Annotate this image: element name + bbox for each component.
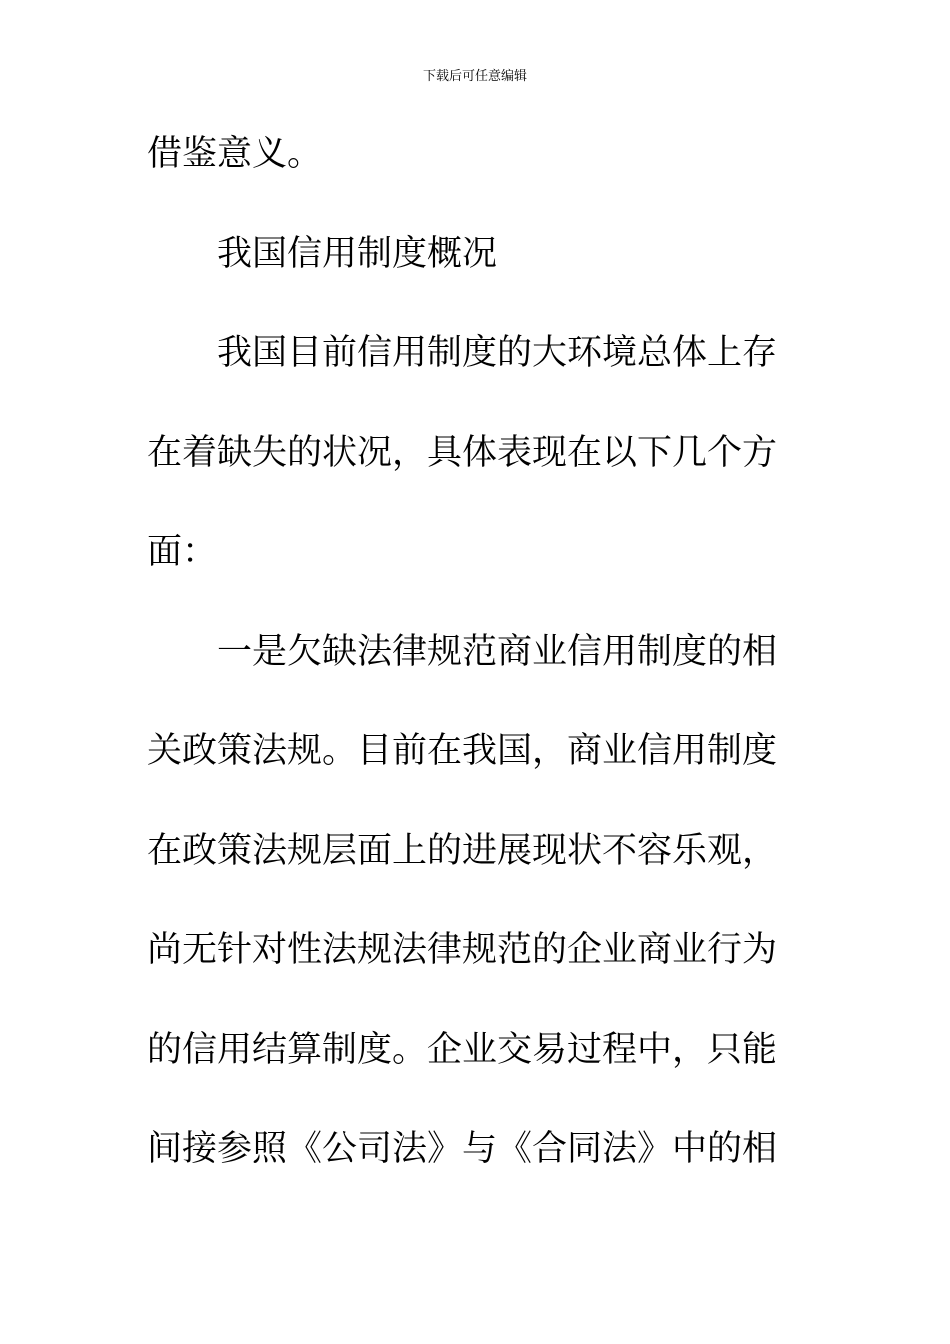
text-line: 关政策法规。目前在我国，商业信用制度 bbox=[147, 731, 778, 771]
page-header bbox=[0, 68, 950, 86]
section-heading: 我国信用制度概况 bbox=[217, 233, 498, 274]
text-line: 的信用结算制度。企业交易过程中，只能 bbox=[147, 1029, 778, 1070]
document-body bbox=[147, 128, 777, 1223]
text-line: 一是欠缺法律规范商业信用制度的相 bbox=[217, 631, 778, 672]
text-line: 在着缺失的状况，具体表现在以下几个方 bbox=[147, 432, 778, 473]
text-line: 尚无针对性法规法律规范的企业商业行为 bbox=[147, 930, 778, 970]
text-line: 面： bbox=[147, 532, 218, 572]
text-line: 在政策法规层面上的进展现状不容乐观， bbox=[147, 830, 778, 871]
text-line: 我国目前信用制度的大环境总体上存 bbox=[217, 333, 778, 373]
header-text: 下载后可任意编辑 bbox=[422, 69, 527, 84]
text-line: 借鉴意义。 bbox=[147, 134, 323, 174]
text-line: 间接参照《公司法》与《合同法》中的相 bbox=[147, 1129, 778, 1169]
